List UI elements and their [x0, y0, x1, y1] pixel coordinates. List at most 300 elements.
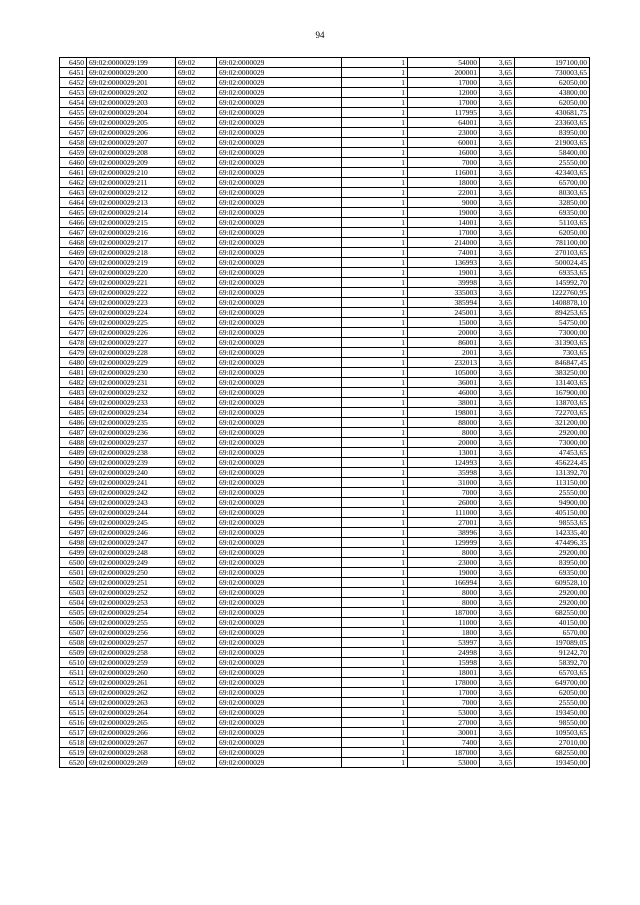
table-row	[60, 308, 590, 318]
row-number-cell: 6454	[60, 98, 87, 108]
count-cell: 1	[342, 118, 408, 128]
cadastral-number-cell: 69:02:0000029:264	[87, 708, 176, 718]
quarter-code-cell: 69:02:0000029	[217, 288, 342, 298]
amount-cell: 682550,00	[515, 608, 590, 618]
count-cell: 1	[342, 138, 408, 148]
row-number-cell: 6481	[60, 368, 87, 378]
quarter-code-cell: 69:02:0000029	[217, 98, 342, 108]
table-row	[60, 278, 590, 288]
row-number-cell: 6511	[60, 668, 87, 678]
quarter-code-cell: 69:02:0000029	[217, 718, 342, 728]
area-cell: 7400	[408, 738, 480, 748]
area-cell: 16000	[408, 148, 480, 158]
rate-cell: 3,65	[480, 338, 515, 348]
rate-cell: 3,65	[480, 328, 515, 338]
table-row	[60, 198, 590, 208]
area-cell: 18000	[408, 178, 480, 188]
count-cell: 1	[342, 318, 408, 328]
cadastral-number-cell: 69:02:0000029:242	[87, 488, 176, 498]
table-row	[60, 618, 590, 628]
area-cell: 15000	[408, 318, 480, 328]
rate-cell: 3,65	[480, 518, 515, 528]
row-number-cell: 6459	[60, 148, 87, 158]
row-number-cell: 6465	[60, 208, 87, 218]
quarter-code-cell: 69:02:0000029	[217, 648, 342, 658]
rate-cell: 3,65	[480, 538, 515, 548]
amount-cell: 894253,65	[515, 308, 590, 318]
district-code-cell: 69:02	[176, 688, 217, 698]
rate-cell: 3,65	[480, 628, 515, 638]
district-code-cell: 69:02	[176, 658, 217, 668]
district-code-cell: 69:02	[176, 338, 217, 348]
quarter-code-cell: 69:02:0000029	[217, 318, 342, 328]
district-code-cell: 69:02	[176, 128, 217, 138]
amount-cell: 722703,65	[515, 408, 590, 418]
row-number-cell: 6471	[60, 268, 87, 278]
count-cell: 1	[342, 358, 408, 368]
district-code-cell: 69:02	[176, 628, 217, 638]
cadastral-number-cell: 69:02:0000029:228	[87, 348, 176, 358]
row-number-cell: 6509	[60, 648, 87, 658]
area-cell: 60001	[408, 138, 480, 148]
amount-cell: 73000,00	[515, 328, 590, 338]
area-cell: 8000	[408, 598, 480, 608]
cadastral-number-cell: 69:02:0000029:246	[87, 528, 176, 538]
amount-cell: 846847,45	[515, 358, 590, 368]
amount-cell: 321200,00	[515, 418, 590, 428]
rate-cell: 3,65	[480, 748, 515, 758]
rate-cell: 3,65	[480, 648, 515, 658]
district-code-cell: 69:02	[176, 78, 217, 88]
area-cell: 12000	[408, 88, 480, 98]
cadastral-number-cell: 69:02:0000029:253	[87, 598, 176, 608]
table-row	[60, 408, 590, 418]
quarter-code-cell: 69:02:0000029	[217, 608, 342, 618]
row-number-cell: 6493	[60, 488, 87, 498]
table-row	[60, 178, 590, 188]
amount-cell: 7303,65	[515, 348, 590, 358]
quarter-code-cell: 69:02:0000029	[217, 308, 342, 318]
cadastral-number-cell: 69:02:0000029:229	[87, 358, 176, 368]
cadastral-number-cell: 69:02:0000029:218	[87, 248, 176, 258]
amount-cell: 83950,00	[515, 128, 590, 138]
rate-cell: 3,65	[480, 508, 515, 518]
table-row	[60, 58, 590, 68]
rate-cell: 3,65	[480, 248, 515, 258]
district-code-cell: 69:02	[176, 478, 217, 488]
table-row	[60, 508, 590, 518]
district-code-cell: 69:02	[176, 528, 217, 538]
area-cell: 385994	[408, 298, 480, 308]
district-code-cell: 69:02	[176, 148, 217, 158]
count-cell: 1	[342, 278, 408, 288]
quarter-code-cell: 69:02:0000029	[217, 218, 342, 228]
rate-cell: 3,65	[480, 528, 515, 538]
amount-cell: 58392,70	[515, 658, 590, 668]
count-cell: 1	[342, 628, 408, 638]
area-cell: 30001	[408, 728, 480, 738]
quarter-code-cell: 69:02:0000029	[217, 188, 342, 198]
amount-cell: 131403,65	[515, 378, 590, 388]
cadastral-number-cell: 69:02:0000029:234	[87, 408, 176, 418]
district-code-cell: 69:02	[176, 228, 217, 238]
row-number-cell: 6503	[60, 588, 87, 598]
area-cell: 19001	[408, 268, 480, 278]
cadastral-number-cell: 69:02:0000029:256	[87, 628, 176, 638]
amount-cell: 43800,00	[515, 88, 590, 98]
count-cell: 1	[342, 568, 408, 578]
count-cell: 1	[342, 178, 408, 188]
rate-cell: 3,65	[480, 268, 515, 278]
area-cell: 15998	[408, 658, 480, 668]
area-cell: 124993	[408, 458, 480, 468]
table-row	[60, 388, 590, 398]
count-cell: 1	[342, 708, 408, 718]
row-number-cell: 6464	[60, 198, 87, 208]
count-cell: 1	[342, 488, 408, 498]
amount-cell: 609528,10	[515, 578, 590, 588]
count-cell: 1	[342, 638, 408, 648]
count-cell: 1	[342, 198, 408, 208]
district-code-cell: 69:02	[176, 738, 217, 748]
row-number-cell: 6451	[60, 68, 87, 78]
area-cell: 9000	[408, 198, 480, 208]
row-number-cell: 6476	[60, 318, 87, 328]
quarter-code-cell: 69:02:0000029	[217, 518, 342, 528]
cadastral-number-cell: 69:02:0000029:239	[87, 458, 176, 468]
district-code-cell: 69:02	[176, 258, 217, 268]
count-cell: 1	[342, 288, 408, 298]
area-cell: 19000	[408, 568, 480, 578]
cadastral-number-cell: 69:02:0000029:215	[87, 218, 176, 228]
area-cell: 105000	[408, 368, 480, 378]
table-row	[60, 588, 590, 598]
count-cell: 1	[342, 78, 408, 88]
district-code-cell: 69:02	[176, 618, 217, 628]
quarter-code-cell: 69:02:0000029	[217, 478, 342, 488]
rate-cell: 3,65	[480, 228, 515, 238]
quarter-code-cell: 69:02:0000029	[217, 128, 342, 138]
count-cell: 1	[342, 478, 408, 488]
cadastral-number-cell: 69:02:0000029:251	[87, 578, 176, 588]
table-row	[60, 478, 590, 488]
row-number-cell: 6453	[60, 88, 87, 98]
row-number-cell: 6514	[60, 698, 87, 708]
cadastral-number-cell: 69:02:0000029:213	[87, 198, 176, 208]
rate-cell: 3,65	[480, 558, 515, 568]
rate-cell: 3,65	[480, 738, 515, 748]
district-code-cell: 69:02	[176, 498, 217, 508]
amount-cell: 383250,00	[515, 368, 590, 378]
row-number-cell: 6482	[60, 378, 87, 388]
area-cell: 7000	[408, 698, 480, 708]
area-cell: 7000	[408, 158, 480, 168]
area-cell: 245001	[408, 308, 480, 318]
quarter-code-cell: 69:02:0000029	[217, 628, 342, 638]
table-row	[60, 158, 590, 168]
quarter-code-cell: 69:02:0000029	[217, 458, 342, 468]
table-row	[60, 258, 590, 268]
quarter-code-cell: 69:02:0000029	[217, 568, 342, 578]
cadastral-number-cell: 69:02:0000029:221	[87, 278, 176, 288]
district-code-cell: 69:02	[176, 728, 217, 738]
rate-cell: 3,65	[480, 118, 515, 128]
table-row	[60, 398, 590, 408]
cadastral-number-cell: 69:02:0000029:205	[87, 118, 176, 128]
rate-cell: 3,65	[480, 608, 515, 618]
count-cell: 1	[342, 738, 408, 748]
quarter-code-cell: 69:02:0000029	[217, 258, 342, 268]
table-row	[60, 378, 590, 388]
count-cell: 1	[342, 718, 408, 728]
cadastral-number-cell: 69:02:0000029:225	[87, 318, 176, 328]
quarter-code-cell: 69:02:0000029	[217, 748, 342, 758]
amount-cell: 80303,65	[515, 188, 590, 198]
district-code-cell: 69:02	[176, 538, 217, 548]
area-cell: 54000	[408, 58, 480, 68]
rate-cell: 3,65	[480, 388, 515, 398]
area-cell: 46000	[408, 388, 480, 398]
amount-cell: 193450,00	[515, 708, 590, 718]
area-cell: 17000	[408, 228, 480, 238]
amount-cell: 58400,00	[515, 148, 590, 158]
rate-cell: 3,65	[480, 278, 515, 288]
rate-cell: 3,65	[480, 638, 515, 648]
area-cell: 27000	[408, 718, 480, 728]
rate-cell: 3,65	[480, 88, 515, 98]
district-code-cell: 69:02	[176, 758, 217, 768]
cadastral-number-cell: 69:02:0000029:240	[87, 468, 176, 478]
row-number-cell: 6469	[60, 248, 87, 258]
amount-cell: 313903,65	[515, 338, 590, 348]
cadastral-number-cell: 69:02:0000029:268	[87, 748, 176, 758]
rate-cell: 3,65	[480, 198, 515, 208]
quarter-code-cell: 69:02:0000029	[217, 528, 342, 538]
count-cell: 1	[342, 308, 408, 318]
amount-cell: 65703,65	[515, 668, 590, 678]
area-cell: 31000	[408, 478, 480, 488]
quarter-code-cell: 69:02:0000029	[217, 678, 342, 688]
amount-cell: 62050,00	[515, 78, 590, 88]
district-code-cell: 69:02	[176, 748, 217, 758]
cadastral-number-cell: 69:02:0000029:233	[87, 398, 176, 408]
cadastral-number-cell: 69:02:0000029:238	[87, 448, 176, 458]
rate-cell: 3,65	[480, 128, 515, 138]
quarter-code-cell: 69:02:0000029	[217, 108, 342, 118]
quarter-code-cell: 69:02:0000029	[217, 328, 342, 338]
amount-cell: 98550,00	[515, 718, 590, 728]
quarter-code-cell: 69:02:0000029	[217, 618, 342, 628]
amount-cell: 142335,40	[515, 528, 590, 538]
amount-cell: 65700,00	[515, 178, 590, 188]
cadastral-number-cell: 69:02:0000029:255	[87, 618, 176, 628]
amount-cell: 69350,00	[515, 568, 590, 578]
count-cell: 1	[342, 98, 408, 108]
area-cell: 335003	[408, 288, 480, 298]
quarter-code-cell: 69:02:0000029	[217, 298, 342, 308]
area-cell: 53000	[408, 708, 480, 718]
cadastral-number-cell: 69:02:0000029:245	[87, 518, 176, 528]
row-number-cell: 6492	[60, 478, 87, 488]
count-cell: 1	[342, 728, 408, 738]
table-row	[60, 498, 590, 508]
cadastral-number-cell: 69:02:0000029:232	[87, 388, 176, 398]
district-code-cell: 69:02	[176, 668, 217, 678]
quarter-code-cell: 69:02:0000029	[217, 448, 342, 458]
rate-cell: 3,65	[480, 378, 515, 388]
row-number-cell: 6500	[60, 558, 87, 568]
count-cell: 1	[342, 108, 408, 118]
quarter-code-cell: 69:02:0000029	[217, 178, 342, 188]
amount-cell: 270103,65	[515, 248, 590, 258]
quarter-code-cell: 69:02:0000029	[217, 658, 342, 668]
row-number-cell: 6515	[60, 708, 87, 718]
count-cell: 1	[342, 438, 408, 448]
table-row	[60, 608, 590, 618]
cadastral-number-cell: 69:02:0000029:206	[87, 128, 176, 138]
count-cell: 1	[342, 428, 408, 438]
count-cell: 1	[342, 618, 408, 628]
district-code-cell: 69:02	[176, 158, 217, 168]
row-number-cell: 6487	[60, 428, 87, 438]
area-cell: 36001	[408, 378, 480, 388]
cadastral-number-cell: 69:02:0000029:236	[87, 428, 176, 438]
table-row	[60, 648, 590, 658]
quarter-code-cell: 69:02:0000029	[217, 508, 342, 518]
district-code-cell: 69:02	[176, 608, 217, 618]
cadastral-number-cell: 69:02:0000029:227	[87, 338, 176, 348]
count-cell: 1	[342, 758, 408, 768]
quarter-code-cell: 69:02:0000029	[217, 88, 342, 98]
count-cell: 1	[342, 218, 408, 228]
rate-cell: 3,65	[480, 428, 515, 438]
district-code-cell: 69:02	[176, 118, 217, 128]
table-row	[60, 68, 590, 78]
rate-cell: 3,65	[480, 188, 515, 198]
table-row	[60, 298, 590, 308]
page-number: 94	[315, 30, 325, 40]
amount-cell: 131392,70	[515, 468, 590, 478]
amount-cell: 62050,00	[515, 228, 590, 238]
rate-cell: 3,65	[480, 618, 515, 628]
district-code-cell: 69:02	[176, 388, 217, 398]
cadastral-number-cell: 69:02:0000029:257	[87, 638, 176, 648]
rate-cell: 3,65	[480, 78, 515, 88]
table-row	[60, 728, 590, 738]
cadastral-number-cell: 69:02:0000029:214	[87, 208, 176, 218]
row-number-cell: 6494	[60, 498, 87, 508]
row-number-cell: 6466	[60, 218, 87, 228]
table-row	[60, 88, 590, 98]
count-cell: 1	[342, 688, 408, 698]
cadastral-number-cell: 69:02:0000029:201	[87, 78, 176, 88]
district-code-cell: 69:02	[176, 588, 217, 598]
district-code-cell: 69:02	[176, 98, 217, 108]
quarter-code-cell: 69:02:0000029	[217, 368, 342, 378]
district-code-cell: 69:02	[176, 638, 217, 648]
district-code-cell: 69:02	[176, 548, 217, 558]
cadastral-number-cell: 69:02:0000029:235	[87, 418, 176, 428]
area-cell: 88000	[408, 418, 480, 428]
cadastral-number-cell: 69:02:0000029:266	[87, 728, 176, 738]
row-number-cell: 6486	[60, 418, 87, 428]
rate-cell: 3,65	[480, 318, 515, 328]
table-row	[60, 488, 590, 498]
rate-cell: 3,65	[480, 298, 515, 308]
quarter-code-cell: 69:02:0000029	[217, 78, 342, 88]
rate-cell: 3,65	[480, 238, 515, 248]
quarter-code-cell: 69:02:0000029	[217, 708, 342, 718]
amount-cell: 98553,65	[515, 518, 590, 528]
cadastral-number-cell: 69:02:0000029:207	[87, 138, 176, 148]
cadastral-number-cell: 69:02:0000029:202	[87, 88, 176, 98]
row-number-cell: 6489	[60, 448, 87, 458]
cadastral-number-cell: 69:02:0000029:258	[87, 648, 176, 658]
quarter-code-cell: 69:02:0000029	[217, 338, 342, 348]
row-number-cell: 6452	[60, 78, 87, 88]
district-code-cell: 69:02	[176, 458, 217, 468]
count-cell: 1	[342, 528, 408, 538]
cadastral-number-cell: 69:02:0000029:223	[87, 298, 176, 308]
amount-cell: 109503,65	[515, 728, 590, 738]
cadastral-number-cell: 69:02:0000029:269	[87, 758, 176, 768]
count-cell: 1	[342, 498, 408, 508]
table-row	[60, 108, 590, 118]
area-cell: 11000	[408, 618, 480, 628]
count-cell: 1	[342, 388, 408, 398]
row-number-cell: 6505	[60, 608, 87, 618]
rate-cell: 3,65	[480, 758, 515, 768]
table-row	[60, 758, 590, 768]
table-row	[60, 358, 590, 368]
quarter-code-cell: 69:02:0000029	[217, 638, 342, 648]
count-cell: 1	[342, 238, 408, 248]
row-number-cell: 6518	[60, 738, 87, 748]
area-cell: 17000	[408, 688, 480, 698]
count-cell: 1	[342, 508, 408, 518]
row-number-cell: 6475	[60, 308, 87, 318]
rate-cell: 3,65	[480, 358, 515, 368]
cadastral-number-cell: 69:02:0000029:250	[87, 568, 176, 578]
district-code-cell: 69:02	[176, 708, 217, 718]
table-row	[60, 668, 590, 678]
district-code-cell: 69:02	[176, 208, 217, 218]
district-code-cell: 69:02	[176, 68, 217, 78]
quarter-code-cell: 69:02:0000029	[217, 588, 342, 598]
count-cell: 1	[342, 68, 408, 78]
count-cell: 1	[342, 148, 408, 158]
table-row	[60, 118, 590, 128]
area-cell: 22001	[408, 188, 480, 198]
quarter-code-cell: 69:02:0000029	[217, 558, 342, 568]
row-number-cell: 6467	[60, 228, 87, 238]
count-cell: 1	[342, 378, 408, 388]
cadastral-number-cell: 69:02:0000029:222	[87, 288, 176, 298]
quarter-code-cell: 69:02:0000029	[217, 198, 342, 208]
amount-cell: 197089,05	[515, 638, 590, 648]
amount-cell: 682550,00	[515, 748, 590, 758]
area-cell: 13001	[408, 448, 480, 458]
district-code-cell: 69:02	[176, 598, 217, 608]
table-row	[60, 678, 590, 688]
quarter-code-cell: 69:02:0000029	[217, 698, 342, 708]
district-code-cell: 69:02	[176, 238, 217, 248]
count-cell: 1	[342, 578, 408, 588]
district-code-cell: 69:02	[176, 568, 217, 578]
row-number-cell: 6463	[60, 188, 87, 198]
quarter-code-cell: 69:02:0000029	[217, 158, 342, 168]
table-row	[60, 578, 590, 588]
